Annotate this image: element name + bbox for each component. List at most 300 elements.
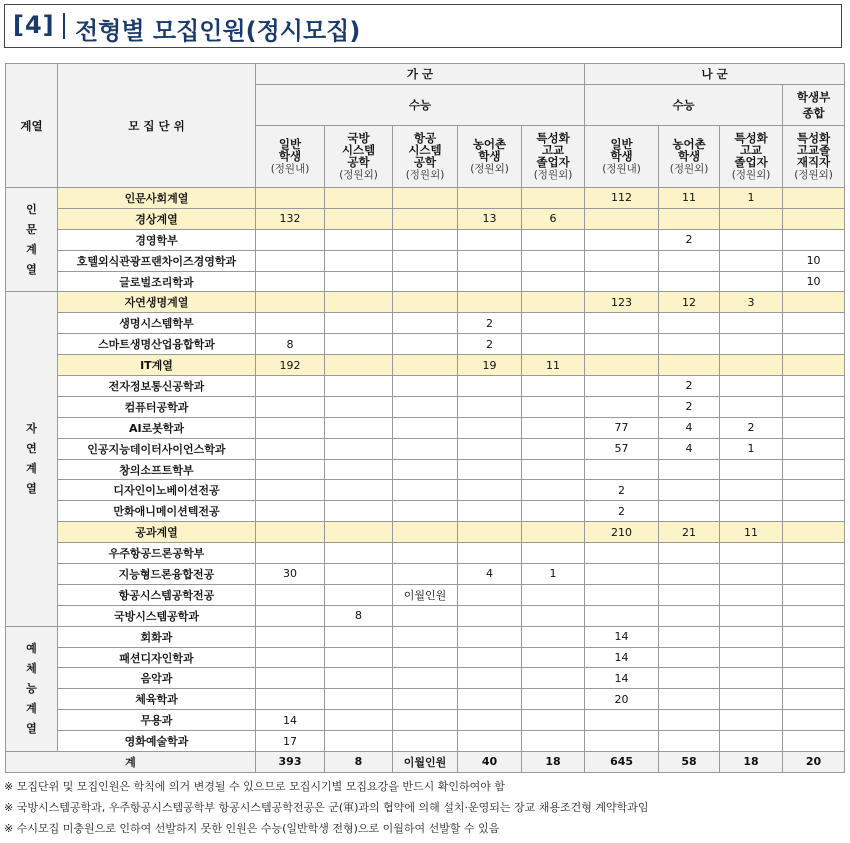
quota-value bbox=[783, 710, 845, 731]
title-box bbox=[4, 4, 842, 48]
col-header-sub: (정원외) bbox=[794, 169, 833, 181]
table-row bbox=[6, 522, 845, 543]
quota-value bbox=[783, 292, 845, 313]
quota-value bbox=[325, 417, 393, 438]
quota-value bbox=[522, 605, 585, 626]
quota-value bbox=[256, 459, 325, 480]
quota-value bbox=[393, 605, 458, 626]
quota-value bbox=[325, 668, 393, 689]
notes bbox=[4, 776, 649, 839]
quota-value bbox=[256, 417, 325, 438]
quota-value bbox=[522, 668, 585, 689]
quota-value: 8 bbox=[256, 334, 325, 355]
quota-value bbox=[720, 271, 783, 292]
quota-value: 77 bbox=[585, 417, 659, 438]
ga-group-header: 가 군 bbox=[256, 64, 585, 85]
quota-value bbox=[720, 710, 783, 731]
quota-value: 2 bbox=[585, 501, 659, 522]
quota-value bbox=[393, 501, 458, 522]
col-header-4: 농어촌 학생 (정원외) bbox=[458, 126, 522, 188]
table-row bbox=[6, 584, 845, 605]
quota-value bbox=[393, 376, 458, 397]
total-value: 이월인원 bbox=[393, 752, 458, 773]
quota-value bbox=[783, 647, 845, 668]
quota-value: 192 bbox=[256, 355, 325, 376]
quota-value bbox=[720, 689, 783, 710]
unit-name: 영화예술학과 bbox=[58, 731, 256, 752]
quota-value: 132 bbox=[256, 208, 325, 229]
note-1: ※ 모집단위 및 모집인원은 학칙에 의거 변경될 수 있으므로 모집시기별 모집요강을 반드시 확인하여야 함 bbox=[4, 780, 505, 793]
quota-value bbox=[783, 626, 845, 647]
total-value: 18 bbox=[720, 752, 783, 773]
table-row bbox=[6, 334, 845, 355]
group-label: 인 문 계 열 bbox=[6, 188, 58, 292]
quota-value: 17 bbox=[256, 731, 325, 752]
quota-value bbox=[458, 271, 522, 292]
quota-value bbox=[522, 229, 585, 250]
col-header-sub: (정원외) bbox=[533, 169, 573, 181]
quota-value bbox=[393, 522, 458, 543]
table-row bbox=[6, 271, 845, 292]
col-header-sub: (정원외) bbox=[669, 163, 709, 175]
quota-value: 2 bbox=[458, 334, 522, 355]
quota-value: 14 bbox=[256, 710, 325, 731]
unit-name: 창의소프트학부 bbox=[58, 459, 256, 480]
quota-value: 14 bbox=[585, 668, 659, 689]
quota-value bbox=[393, 438, 458, 459]
quota-value bbox=[659, 564, 720, 585]
total-value: 40 bbox=[458, 752, 522, 773]
unit-name: 글로벌조리학과 bbox=[58, 271, 256, 292]
quota-value bbox=[720, 396, 783, 417]
quota-value bbox=[256, 501, 325, 522]
quota-value bbox=[393, 647, 458, 668]
unit-name: 국방시스템공학과 bbox=[58, 605, 256, 626]
quota-value bbox=[783, 417, 845, 438]
table-row bbox=[6, 543, 845, 564]
quota-value bbox=[522, 376, 585, 397]
quota-value: 19 bbox=[458, 355, 522, 376]
quota-value bbox=[659, 710, 720, 731]
quota-value bbox=[585, 376, 659, 397]
quota-value bbox=[585, 459, 659, 480]
quota-value: 4 bbox=[659, 438, 720, 459]
quota-value bbox=[659, 313, 720, 334]
total-value: 8 bbox=[325, 752, 393, 773]
quota-value bbox=[783, 438, 845, 459]
col-header-2: 국방 시스템 공학 (정원외) bbox=[325, 126, 393, 188]
quota-value bbox=[522, 188, 585, 209]
col-header-9: 특성화 고교졸 재직자 (정원외) bbox=[783, 126, 845, 188]
quota-value bbox=[393, 564, 458, 585]
quota-value bbox=[393, 334, 458, 355]
quota-value: 11 bbox=[659, 188, 720, 209]
quota-value bbox=[522, 334, 585, 355]
quota-value bbox=[659, 334, 720, 355]
quota-value bbox=[522, 710, 585, 731]
table-row bbox=[6, 292, 845, 313]
quota-value bbox=[256, 438, 325, 459]
quota-value bbox=[783, 480, 845, 501]
table-row bbox=[6, 626, 845, 647]
quota-value bbox=[393, 668, 458, 689]
quota-value bbox=[458, 417, 522, 438]
quota-value bbox=[659, 689, 720, 710]
quota-value bbox=[522, 417, 585, 438]
table-row bbox=[6, 376, 845, 397]
quota-value bbox=[522, 438, 585, 459]
quota-value bbox=[522, 459, 585, 480]
quota-value bbox=[325, 522, 393, 543]
quota-value: 11 bbox=[720, 522, 783, 543]
quota-value bbox=[393, 459, 458, 480]
quota-value bbox=[585, 250, 659, 271]
quota-value bbox=[720, 376, 783, 397]
quota-value: 2 bbox=[659, 376, 720, 397]
col-header-sub: (정원내) bbox=[270, 163, 310, 175]
table-row bbox=[6, 689, 845, 710]
quota-value: 20 bbox=[585, 689, 659, 710]
quota-value bbox=[720, 731, 783, 752]
quota-value bbox=[393, 271, 458, 292]
unit-name: 회화과 bbox=[58, 626, 256, 647]
unit-name: 호텔외식관광프랜차이즈경영학과 bbox=[58, 250, 256, 271]
table-row bbox=[6, 647, 845, 668]
quota-value bbox=[256, 376, 325, 397]
student-comp-header: 학생부 종합 bbox=[783, 85, 845, 126]
table-row bbox=[6, 417, 845, 438]
quota-value bbox=[585, 313, 659, 334]
quota-value bbox=[720, 668, 783, 689]
quota-value bbox=[522, 522, 585, 543]
total-label: 계 bbox=[6, 752, 256, 773]
quota-value: 이월인원 bbox=[393, 584, 458, 605]
quota-value bbox=[720, 208, 783, 229]
quota-value bbox=[325, 438, 393, 459]
unit-name: AI로봇학과 bbox=[58, 417, 256, 438]
quota-value bbox=[325, 731, 393, 752]
quota-value bbox=[522, 313, 585, 334]
quota-value bbox=[393, 313, 458, 334]
quota-value bbox=[522, 480, 585, 501]
unit-name: 디자인이노베이션전공 bbox=[58, 480, 256, 501]
quota-value bbox=[458, 376, 522, 397]
col-header-sub: (정원외) bbox=[470, 163, 509, 175]
quota-value bbox=[325, 710, 393, 731]
unit-name: 생명시스템학부 bbox=[58, 313, 256, 334]
quota-value bbox=[458, 710, 522, 731]
table-row bbox=[6, 564, 845, 585]
quota-value: 10 bbox=[783, 271, 845, 292]
quota-value bbox=[783, 522, 845, 543]
quota-value bbox=[458, 188, 522, 209]
quota-value bbox=[585, 229, 659, 250]
quota-value bbox=[393, 480, 458, 501]
quota-value bbox=[325, 250, 393, 271]
quota-value bbox=[458, 250, 522, 271]
quota-value bbox=[659, 271, 720, 292]
quota-value: 4 bbox=[458, 564, 522, 585]
col-header-5: 특성화 고교 졸업자 (정원외) bbox=[522, 126, 585, 188]
unit-name: 만화애니메이션텍전공 bbox=[58, 501, 256, 522]
table-row bbox=[6, 188, 845, 209]
quota-value bbox=[458, 689, 522, 710]
quota-value bbox=[325, 313, 393, 334]
quota-value: 6 bbox=[522, 208, 585, 229]
col-header-6: 일반 학생 (정원내) bbox=[585, 126, 659, 188]
quota-value bbox=[325, 647, 393, 668]
quota-value bbox=[393, 250, 458, 271]
quota-value bbox=[522, 501, 585, 522]
quota-value bbox=[783, 229, 845, 250]
quota-value bbox=[720, 501, 783, 522]
quota-value bbox=[393, 208, 458, 229]
unit-col-header: 모 집 단 위 bbox=[58, 64, 256, 188]
quota-value: 21 bbox=[659, 522, 720, 543]
quota-value bbox=[458, 584, 522, 605]
quota-value bbox=[393, 355, 458, 376]
quota-value bbox=[585, 355, 659, 376]
quota-value bbox=[256, 292, 325, 313]
quota-value bbox=[325, 480, 393, 501]
quota-value bbox=[393, 188, 458, 209]
table-row bbox=[6, 250, 845, 271]
quota-value bbox=[256, 543, 325, 564]
table-row bbox=[6, 459, 845, 480]
quota-value bbox=[256, 626, 325, 647]
quota-value bbox=[522, 396, 585, 417]
col-header-3: 항공 시스템 공학 (정원외) bbox=[393, 126, 458, 188]
quota-value bbox=[783, 376, 845, 397]
table-row bbox=[6, 710, 845, 731]
section-number: [4] bbox=[13, 11, 55, 39]
quota-value bbox=[256, 396, 325, 417]
quota-value bbox=[393, 292, 458, 313]
quota-value: 30 bbox=[256, 564, 325, 585]
quota-value bbox=[659, 208, 720, 229]
quota-value bbox=[522, 584, 585, 605]
quota-value bbox=[783, 731, 845, 752]
total-value: 58 bbox=[659, 752, 720, 773]
quota-value bbox=[325, 626, 393, 647]
quota-value bbox=[783, 396, 845, 417]
quota-value bbox=[393, 626, 458, 647]
quota-value: 8 bbox=[325, 605, 393, 626]
quota-value bbox=[720, 459, 783, 480]
unit-name: 무용과 bbox=[58, 710, 256, 731]
total-value: 20 bbox=[783, 752, 845, 773]
total-value: 645 bbox=[585, 752, 659, 773]
table-row bbox=[6, 668, 845, 689]
quota-value bbox=[256, 480, 325, 501]
quota-value bbox=[659, 543, 720, 564]
total-value: 393 bbox=[256, 752, 325, 773]
unit-name: 컴퓨터공학과 bbox=[58, 396, 256, 417]
quota-value bbox=[783, 313, 845, 334]
unit-name: 자연생명계열 bbox=[58, 292, 256, 313]
quota-value: 4 bbox=[659, 417, 720, 438]
col-header-sub: (정원외) bbox=[339, 169, 378, 181]
quota-value bbox=[325, 459, 393, 480]
quota-value: 57 bbox=[585, 438, 659, 459]
quota-value bbox=[585, 605, 659, 626]
quota-value bbox=[325, 396, 393, 417]
unit-name: 음악과 bbox=[58, 668, 256, 689]
col-header-sub: (정원내) bbox=[602, 163, 641, 175]
quota-value bbox=[585, 584, 659, 605]
quota-value bbox=[659, 584, 720, 605]
unit-name: 인공지능데이터사이언스학과 bbox=[58, 438, 256, 459]
quota-value bbox=[256, 188, 325, 209]
quota-value: 1 bbox=[720, 188, 783, 209]
quota-value bbox=[325, 376, 393, 397]
quota-value bbox=[659, 480, 720, 501]
quota-value bbox=[783, 334, 845, 355]
quota-value bbox=[783, 584, 845, 605]
quota-value bbox=[720, 355, 783, 376]
quota-value: 123 bbox=[585, 292, 659, 313]
table-row bbox=[6, 438, 845, 459]
quota-value bbox=[458, 438, 522, 459]
quota-value bbox=[325, 501, 393, 522]
quota-value: 3 bbox=[720, 292, 783, 313]
quota-value: 10 bbox=[783, 250, 845, 271]
table-row bbox=[6, 229, 845, 250]
unit-name: 우주항공드론공학부 bbox=[58, 543, 256, 564]
total-row bbox=[6, 752, 845, 773]
table-row bbox=[6, 480, 845, 501]
quota-value: 12 bbox=[659, 292, 720, 313]
quota-value bbox=[720, 626, 783, 647]
quota-value bbox=[720, 584, 783, 605]
quota-value bbox=[720, 334, 783, 355]
quota-value bbox=[256, 668, 325, 689]
quota-value bbox=[522, 626, 585, 647]
quota-value bbox=[585, 710, 659, 731]
quota-value bbox=[256, 584, 325, 605]
unit-name: 전자정보통신공학과 bbox=[58, 376, 256, 397]
group-label: 예 체 능 계 열 bbox=[6, 626, 58, 751]
quota-value bbox=[783, 459, 845, 480]
quota-value bbox=[393, 396, 458, 417]
quota-value bbox=[256, 313, 325, 334]
quota-value bbox=[458, 668, 522, 689]
quota-value bbox=[458, 229, 522, 250]
quota-value bbox=[393, 229, 458, 250]
group-label: 자 연 계 열 bbox=[6, 292, 58, 626]
quota-value bbox=[325, 584, 393, 605]
quota-value bbox=[720, 564, 783, 585]
quota-value: 2 bbox=[458, 313, 522, 334]
quota-value: 112 bbox=[585, 188, 659, 209]
unit-name: 지능형드론융합전공 bbox=[58, 564, 256, 585]
table-row bbox=[6, 731, 845, 752]
col-header-sub: (정원외) bbox=[731, 169, 771, 181]
quota-value bbox=[458, 605, 522, 626]
note-3: ※ 수시모집 미충원으로 인하여 선발하지 못한 인원은 수능(일반학생 전형)으로 이월하여 선발할 수 있음 bbox=[4, 822, 500, 835]
quota-value bbox=[325, 271, 393, 292]
quota-value bbox=[585, 334, 659, 355]
unit-name: 인문사회계열 bbox=[58, 188, 256, 209]
quota-value bbox=[325, 355, 393, 376]
quota-value bbox=[458, 731, 522, 752]
quota-value bbox=[659, 668, 720, 689]
quota-value bbox=[659, 501, 720, 522]
quota-value bbox=[458, 480, 522, 501]
table-row bbox=[6, 605, 845, 626]
quota-value bbox=[458, 522, 522, 543]
na-suneung-header: 수능 bbox=[585, 85, 783, 126]
quota-value bbox=[522, 292, 585, 313]
quota-value bbox=[256, 229, 325, 250]
quota-value: 2 bbox=[585, 480, 659, 501]
unit-name: 경영학부 bbox=[58, 229, 256, 250]
quota-value bbox=[783, 605, 845, 626]
quota-value bbox=[783, 689, 845, 710]
total-value: 18 bbox=[522, 752, 585, 773]
quota-value bbox=[325, 292, 393, 313]
quota-value bbox=[458, 501, 522, 522]
quota-value bbox=[659, 626, 720, 647]
na-group-header: 나 군 bbox=[585, 64, 845, 85]
unit-name: 패션디자인학과 bbox=[58, 647, 256, 668]
quota-value bbox=[783, 501, 845, 522]
quota-value bbox=[393, 417, 458, 438]
quota-value bbox=[325, 229, 393, 250]
quota-value: 2 bbox=[659, 229, 720, 250]
quota-value bbox=[659, 355, 720, 376]
unit-name: 공과계열 bbox=[58, 522, 256, 543]
quota-value bbox=[659, 731, 720, 752]
quota-value bbox=[783, 564, 845, 585]
quota-table bbox=[5, 63, 845, 773]
quota-value: 1 bbox=[522, 564, 585, 585]
quota-value bbox=[720, 480, 783, 501]
quota-value bbox=[783, 668, 845, 689]
quota-value bbox=[256, 271, 325, 292]
quota-value bbox=[720, 543, 783, 564]
quota-value bbox=[256, 522, 325, 543]
unit-name: 체육학과 bbox=[58, 689, 256, 710]
quota-value bbox=[585, 564, 659, 585]
quota-value bbox=[659, 459, 720, 480]
quota-value: 210 bbox=[585, 522, 659, 543]
quota-value bbox=[585, 731, 659, 752]
col-header-sub: (정원외) bbox=[405, 169, 445, 181]
quota-value bbox=[783, 188, 845, 209]
col-header-7: 농어촌 학생 (정원외) bbox=[659, 126, 720, 188]
quota-value bbox=[720, 605, 783, 626]
quota-value bbox=[720, 313, 783, 334]
table-row bbox=[6, 355, 845, 376]
quota-value bbox=[458, 396, 522, 417]
quota-value bbox=[325, 543, 393, 564]
quota-value bbox=[585, 208, 659, 229]
table-row bbox=[6, 501, 845, 522]
col-header-8: 특성화 고교 졸업자 (정원외) bbox=[720, 126, 783, 188]
quota-value bbox=[720, 250, 783, 271]
quota-value bbox=[585, 396, 659, 417]
quota-value bbox=[522, 731, 585, 752]
quota-value: 1 bbox=[720, 438, 783, 459]
quota-value bbox=[458, 543, 522, 564]
quota-value bbox=[458, 459, 522, 480]
table-row bbox=[6, 313, 845, 334]
quota-value bbox=[458, 647, 522, 668]
quota-value: 11 bbox=[522, 355, 585, 376]
quota-value bbox=[256, 250, 325, 271]
ga-suneung-header: 수능 bbox=[256, 85, 585, 126]
